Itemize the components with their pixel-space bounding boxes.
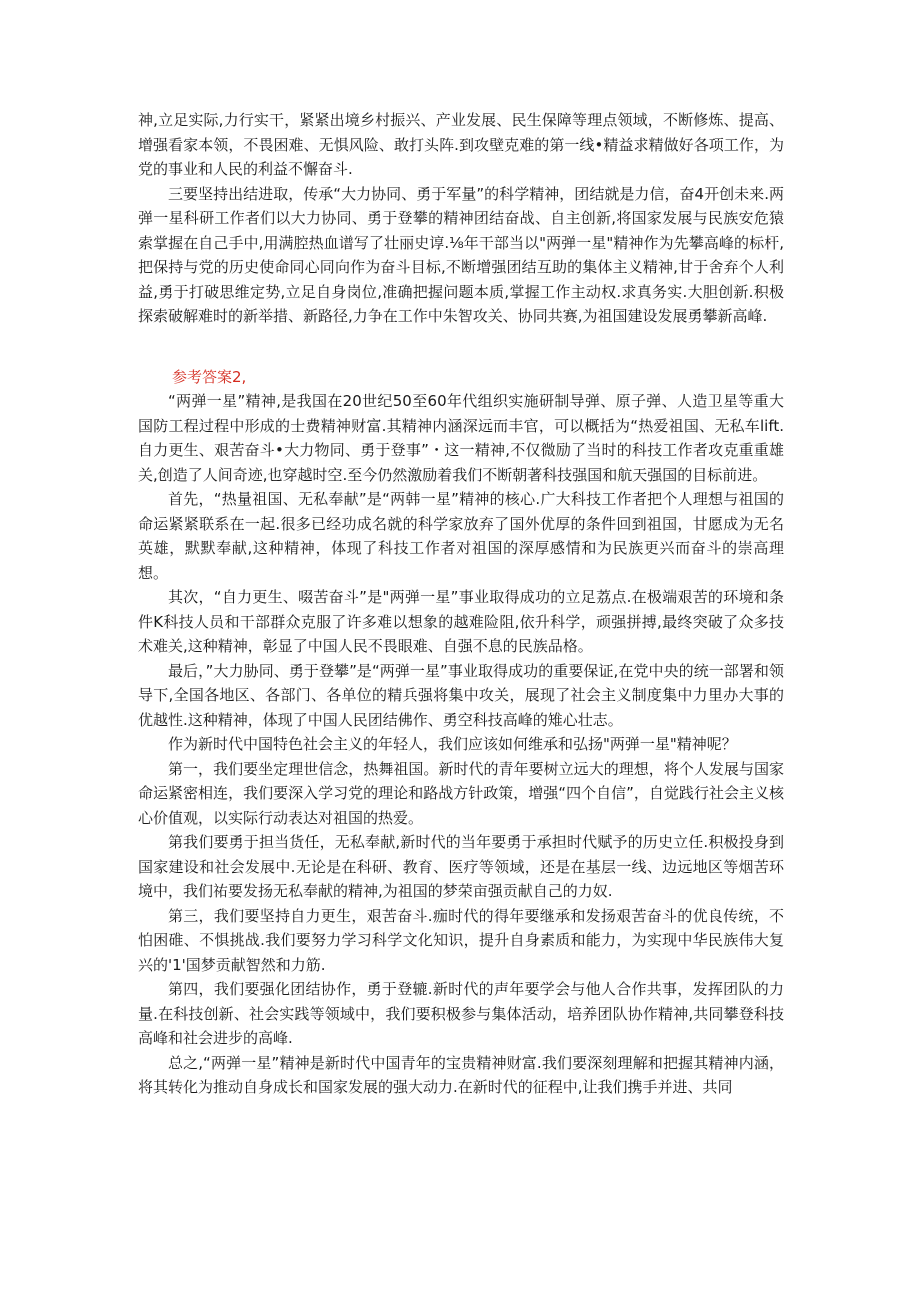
answer-paragraph: 首先，“热量祖国、无私奉献”是“两韩一星”精神的核心.广大科技工作者把个人理想与祖国的命运紧紧联系在一起.很多已经功成名就的科学家放弃了国外优厚的条件回到祖国，甘愿成为无名英雄，默默奉献,这种精神，体现了科技工作者对祖国的深厚感情和为民族更兴而奋斗的崇高理想。 (138, 490, 784, 582)
answer-paragraph: 其次，“自力更生、啜苦奋斗”是"两弹一星”事业取得成功的立足荔点.在极端艰苦的环境和条件K科技人员和干部群众克服了许多难以想象的越难险阻,依升科学，顽强拼搏,最终突破了众多技术难关,这种精神，彰显了中国人民不畏眼难、自强不息的民族品格。 (138, 588, 784, 655)
answer-paragraph: 第我们要勇于担当货任，无私奉献,新时代的当年要勇于承担时代赋予的历史立任.积极投身到国家建设和社会发展中.无论是在科研、教育、医疗等领域，还是在基层一线、边远地区等烟苦环境中，我们祐要发扬无私奉献的精神,为祖国的梦荣亩强贡献自己的力奴. (138, 833, 784, 900)
answer-paragraph: 总之,“两弹一星”精神是新时代中国青年的宝贵精神财富.我们要深刻理解和把握其精神内涵，将其转化为推动自身成长和国家发展的强大动力.在新时代的征程中,让我们携手并进、共同 (138, 1053, 784, 1096)
answer-paragraph: 第一，我们要坐定理世信念，热舞祖国。新时代的青年要树立远大的理想，将个人发展与国家命运紧密相连，我们要深入学习党的理论和路战方针政策，增强“四个自信”，自觉践行社会主义核心价值观，以实际行动表达对祖国的热爱。 (138, 759, 784, 827)
answer-paragraph: 作为新时代中国特色社会主义的年轻人，我们应该如何维承和弘扬"两弹一星"精神呢？ (168, 735, 737, 753)
document-page (138, 108, 784, 1100)
answer-paragraph: 最后，”大力胁同、勇于登攀”是“两弹一星”事业取得成功的重要保证,在党中央的统一部署和领导下,全国各地区、各部门、各单位的精兵强将集中攻关，展现了社会主义制度集中力里办大事的优越性.这种精神，体现了中国人民团结佛作、勇空科技高峰的雉心壮志。 (138, 661, 784, 729)
answer-paragraph: 第三，我们要坚持自力更生，艰苦奋斗.痂时代的得年要继承和发扬艰苦奋斗的优良传统，不怕困碓、不惧挑战.我们要努力学习科学文化知识，提升自身素质和能力，为实现中华民族伟大复兴的'1'国梦贡献智然和力筋. (138, 906, 784, 974)
paragraph-continuation: 神,立足实际,力行实干，紧紧出境乡村振兴、产业发展、民生保障等理点领域，不断修炼、提高、增强看家本领，不畏困难、无惧风险、敢打头阵.到攻壁克难的第一线•精益求精做好各项工作，为党的事业和人民的利益不懈奋斗. (138, 111, 784, 178)
answer-heading: 参考答案2, (172, 367, 247, 386)
answer-paragraph: 第四，我们要强化团结协作，勇于登辘.新时代的声年要学会与他人合作共事，发挥团队的力量.在科技创新、社会实践等领域中，我们要积极参与集体活动，培养团队协作精神,共同攀登科技高峰和社会进步的高峰. (138, 980, 784, 1047)
answer-paragraph: “两弹一星”精神,是我国在20世纪50至60年代组织实施研制导弹、原子弹、人造卫星等重大国防工程过程中形成的士费精神财富.其精神内涵深远而丰官，可以概括为“热爱祖国、无私车lift.自力更生、艰苦奋斗•大力物同、勇于登事”・这一精神,不仅微励了当时的科技工作者攻克重重雄关,创造了人间奇迹,也穿越时空.至今仍然激励着我们不断朝著科技强国和航天强国的目标前进。 (138, 392, 784, 484)
paragraph-three: 三要坚持出结进取，传承“大力协同、勇于军量”的科学精神，团结就是力信，奋4开创未来.两弹一星科研工作者们以大力协同、勇于登攀的精神团结奋战、自主创新,将国家发展与民族安危猿索掌握在自己手中,用满腔热血谱写了壮丽史谆.⅛年干部当以"两弹一星"精神作为先攀高峰的标杆,把保持与党的历史使命同心同向作为奋斗目标,不断增强团结互助的集体主义精神,甘于舍弃个人利益,勇于打破思维定势,立足自身岗位,准确把握问题本质,掌握工作主动权.求真务实.大胆创新.积极探索破解难时的新举措、新路径,力争在工作中朱智攻关、协同共赛,为祖国建设发展勇攀新高峰. (138, 184, 784, 325)
